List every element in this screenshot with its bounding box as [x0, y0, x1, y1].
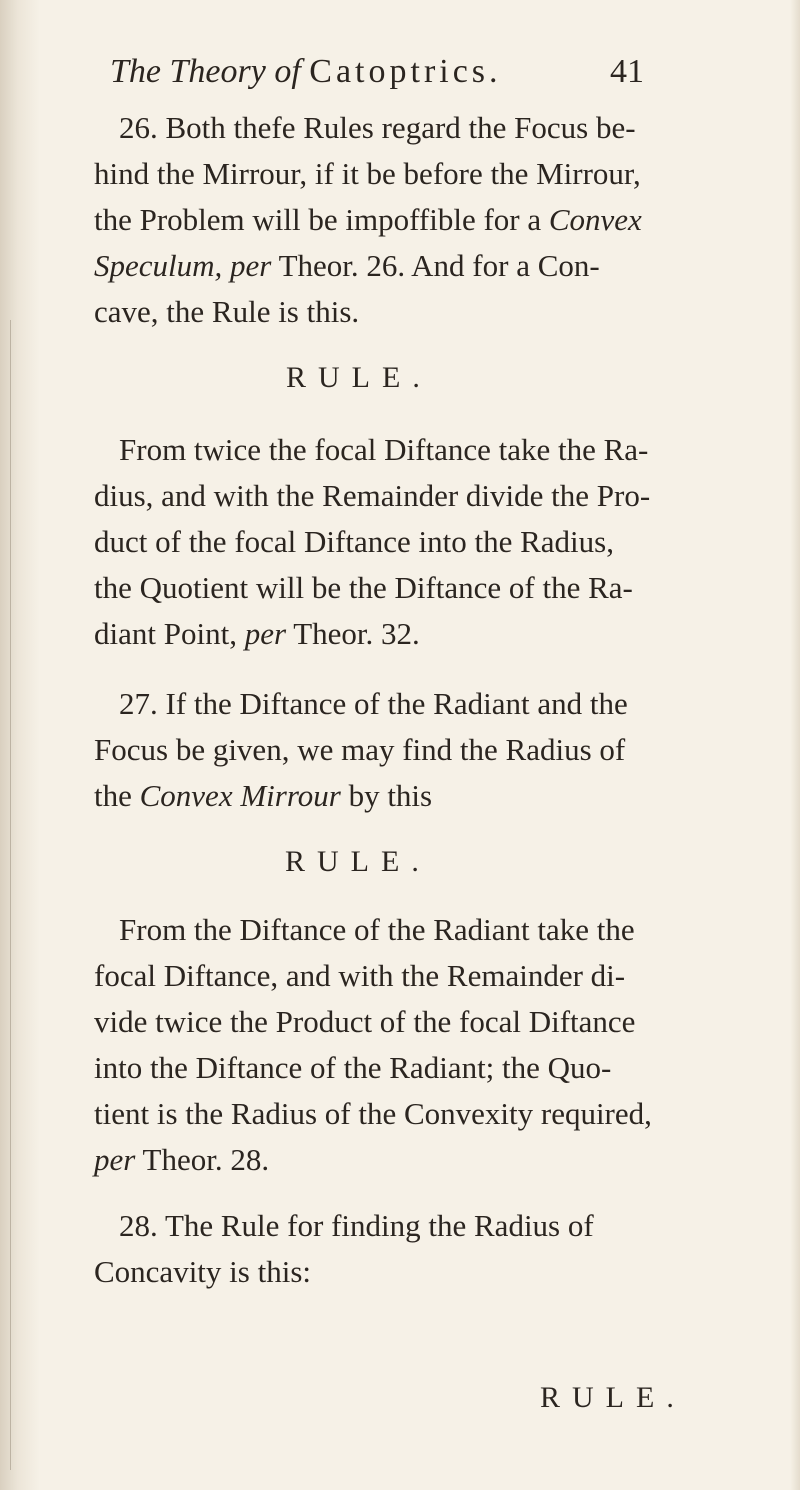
- rule-heading: RULE.: [286, 361, 432, 394]
- rule2-line5: tient is the Radius of the Convexity required,: [94, 1096, 652, 1131]
- rule2-line4: into the Diftance of the Radiant; the Quo-: [94, 1050, 612, 1085]
- para26-line5: cave, the Rule is this.: [94, 294, 360, 329]
- rule2-line3: vide twice the Product of the focal Diftance: [94, 1004, 636, 1039]
- rule2-line1: From the Diftance of the Radiant take the: [119, 912, 635, 947]
- running-title-caps: Catoptrics.: [309, 53, 502, 90]
- para27-line1: 27. If the Diftance of the Radiant and the: [119, 686, 628, 721]
- rule-heading: RULE.: [540, 1381, 686, 1414]
- running-title-of: of: [274, 53, 301, 90]
- running-header: [110, 52, 644, 92]
- rule1-line5: diant Point, per Theor. 32.: [94, 616, 420, 651]
- para28-line2: Concavity is this:: [94, 1254, 311, 1289]
- rule1-line1: From twice the focal Diftance take the Ra-: [119, 432, 649, 467]
- rule1-line3: duct of the focal Diftance into the Radius,: [94, 524, 614, 559]
- running-title-italic: The Theory: [110, 53, 266, 90]
- para27-line2: Focus be given, we may find the Radius of: [94, 732, 626, 767]
- para26-line4: Speculum, per Theor. 26. And for a Con-: [94, 248, 600, 283]
- rule2-line6: per Theor. 28.: [94, 1142, 270, 1177]
- para26-line3: the Problem will be impoffible for a Convex: [94, 202, 642, 237]
- para26-line1: 26. Both thefe Rules regard the Focus be-: [119, 110, 636, 145]
- page-number: 41: [610, 53, 644, 90]
- rule1-line2: dius, and with the Remainder divide the Pro-: [94, 478, 651, 513]
- page-gutter: [0, 0, 40, 1490]
- rule2-line2: focal Diftance, and with the Remainder di-: [94, 958, 626, 993]
- rule1-line4: the Quotient will be the Diftance of the Ra-: [94, 570, 633, 605]
- rule-heading: RULE.: [285, 845, 431, 878]
- page-edge: [790, 0, 800, 1490]
- para28-line1: 28. The Rule for finding the Radius of: [119, 1208, 594, 1243]
- para27-line3: the Convex Mirrour by this: [94, 778, 433, 813]
- para26-line2: hind the Mirrour, if it be before the Mirrour,: [94, 156, 641, 191]
